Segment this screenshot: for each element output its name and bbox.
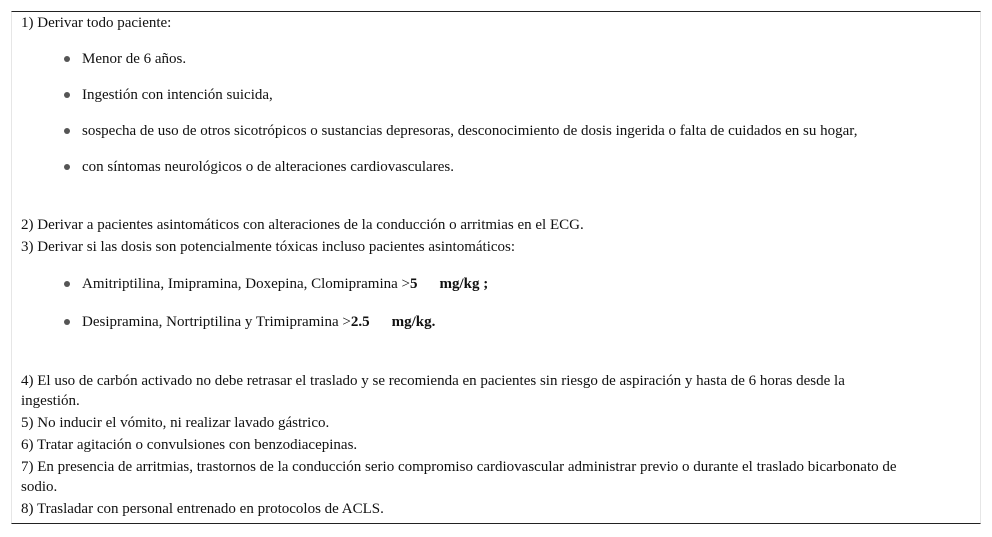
item-3-bullet-2 bbox=[82, 312, 435, 332]
item-1-bullet-4 bbox=[82, 157, 454, 177]
item-3: 3) Derivar si las dosis son potencialmente tóxicas incluso pacientes asintomáticos: bbox=[21, 239, 516, 255]
bullet-dot-icon bbox=[64, 92, 70, 98]
bullet-text: con síntomas neurológicos o de alteraciones cardiovasculares. bbox=[82, 159, 454, 175]
bullet-text: Amitriptilina, Imipramina, Doxepina, Clomipramina > bbox=[82, 276, 410, 292]
bullet-dot-icon bbox=[64, 164, 70, 170]
item-1-bullet-1 bbox=[82, 49, 186, 69]
item-7-line-2: sodio. bbox=[21, 479, 58, 495]
bullet-text: sospecha de uso de otros sicotrópicos o sustancias depresoras, desconocimiento de dosis ingerida o falta de cuidados en su hogar, bbox=[82, 123, 858, 139]
item-4-line-1: 4) El uso de carbón activado no debe retrasar el traslado y se recomienda en pacientes sin riesgo de aspiración y hasta de 6 horas desde la bbox=[21, 373, 845, 389]
item-1: 1) Derivar todo paciente: bbox=[21, 15, 172, 31]
bullet-text: Desipramina, Nortriptilina y Trimipramina > bbox=[82, 314, 351, 330]
dose-unit: mg/kg. bbox=[391, 314, 436, 330]
item-2: 2) Derivar a pacientes asintomáticos con alteraciones de la conducción o arritmias en el ECG. bbox=[21, 217, 584, 233]
dose-unit: mg/kg ; bbox=[439, 276, 489, 292]
item-6: 6) Tratar agitación o convulsiones con benzodiacepinas. bbox=[21, 437, 358, 453]
bullet-dot-icon bbox=[64, 56, 70, 62]
item-3-bullet-1 bbox=[82, 274, 488, 294]
item-1-bullet-2 bbox=[82, 85, 273, 105]
bullet-text: Menor de 6 años. bbox=[82, 51, 187, 67]
bullet-dot-icon bbox=[64, 128, 70, 134]
bullet-dot-icon bbox=[64, 281, 70, 287]
item-5: 5) No inducir el vómito, ni realizar lavado gástrico. bbox=[21, 415, 330, 431]
item-7-line-1: 7) En presencia de arritmias, trastornos de la conducción serio compromiso cardiovascular administrar previo o durante el traslado bicarbonato de bbox=[21, 459, 897, 475]
bullet-text: Ingestión con intención suicida, bbox=[82, 87, 273, 103]
bullet-dot-icon bbox=[64, 319, 70, 325]
dose-value: 2.5 bbox=[350, 314, 370, 330]
dose-value: 5 bbox=[409, 276, 418, 292]
item-1-bullet-3 bbox=[82, 121, 857, 141]
item-8: 8) Trasladar con personal entrenado en protocolos de ACLS. bbox=[21, 501, 384, 517]
item-4-line-2: ingestión. bbox=[21, 393, 80, 409]
